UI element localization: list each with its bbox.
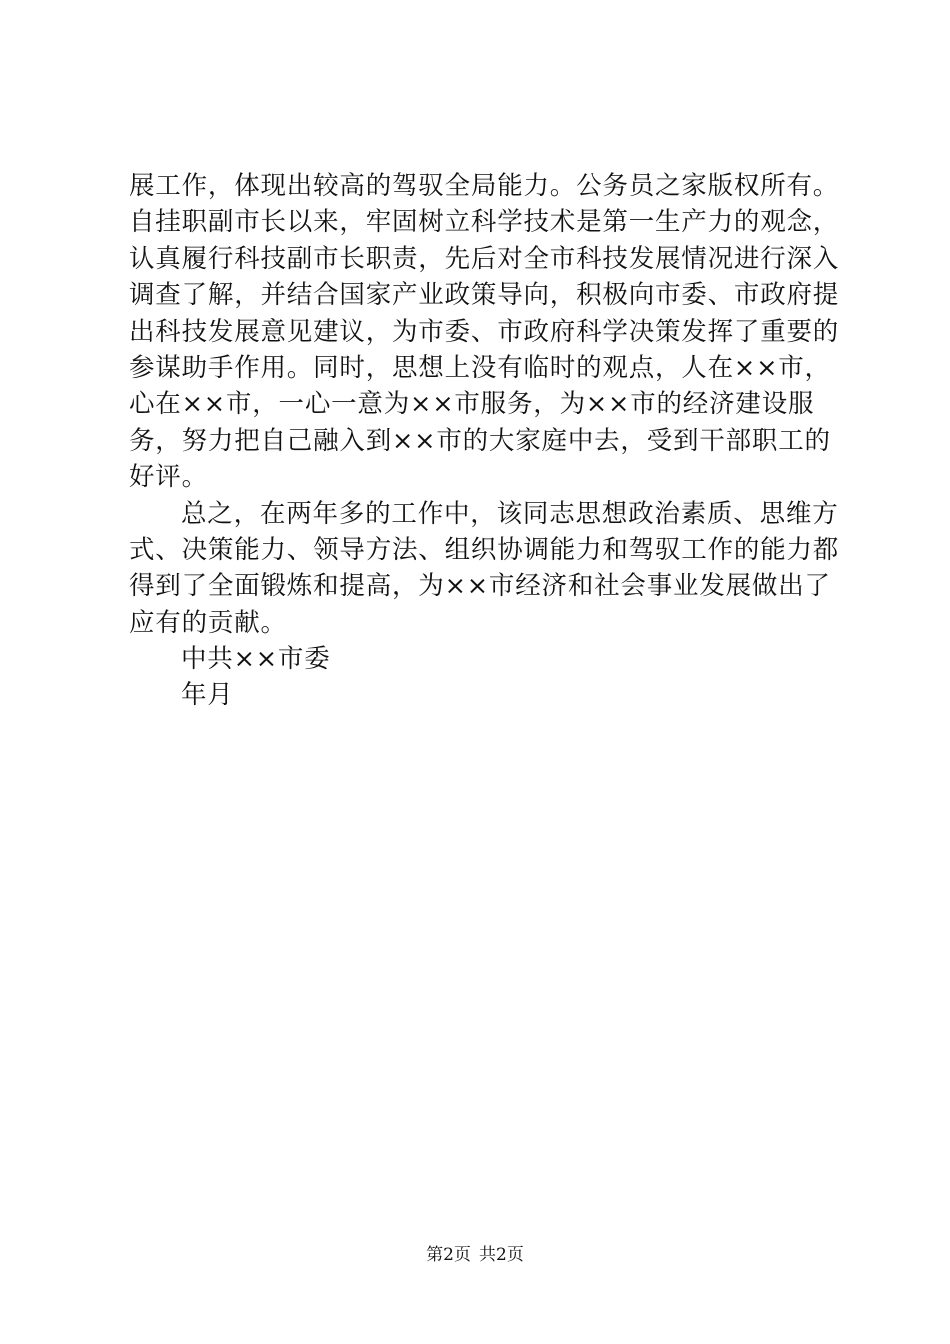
page-number: 第2页 xyxy=(426,1245,471,1265)
text-line: 好评。 xyxy=(129,462,208,493)
text-line: 心在××市，一心一意为××市服务，为××市的经济建设服 xyxy=(129,389,815,420)
text-line: 调查了解，并结合国家产业政策导向，积极向市委、市政府提 xyxy=(129,280,840,311)
paragraph-2 xyxy=(129,496,840,642)
text-line: 式、决策能力、领导方法、组织协调能力和驾驭工作的能力都 xyxy=(129,534,840,565)
text-line: 展工作，体现出较高的驾驭全局能力。公务员之家版权所有。 xyxy=(129,171,840,201)
paragraph-1 xyxy=(129,168,840,496)
text-line: 得到了全面锻炼和提高，为××市经济和社会事业发展做出了 xyxy=(129,571,831,602)
signature-organization: 中共××市委 xyxy=(181,644,331,675)
text-line: 认真履行科技副市长职责，先后对全市科技发展情况进行深入 xyxy=(129,243,840,274)
signature-date: 年月 xyxy=(181,680,234,711)
document-body xyxy=(129,168,840,714)
page-total: 共2页 xyxy=(479,1245,524,1265)
page-footer xyxy=(0,1243,950,1267)
signature-block xyxy=(129,641,835,714)
text-line: 总之，在两年多的工作中，该同志思想政治素质、思维方 xyxy=(181,498,839,529)
text-line: 务，努力把自己融入到××市的大家庭中去，受到干部职工的 xyxy=(129,425,831,456)
text-line: 应有的贡献。 xyxy=(129,607,287,638)
text-line: 自挂职副市长以来，牢固树立科学技术是第一生产力的观念， xyxy=(129,207,840,238)
text-line: 参谋助手作用。同时，思想上没有临时的观点，人在××市， xyxy=(129,352,831,383)
text-line: 出科技发展意见建议，为市委、市政府科学决策发挥了重要的 xyxy=(129,316,840,347)
